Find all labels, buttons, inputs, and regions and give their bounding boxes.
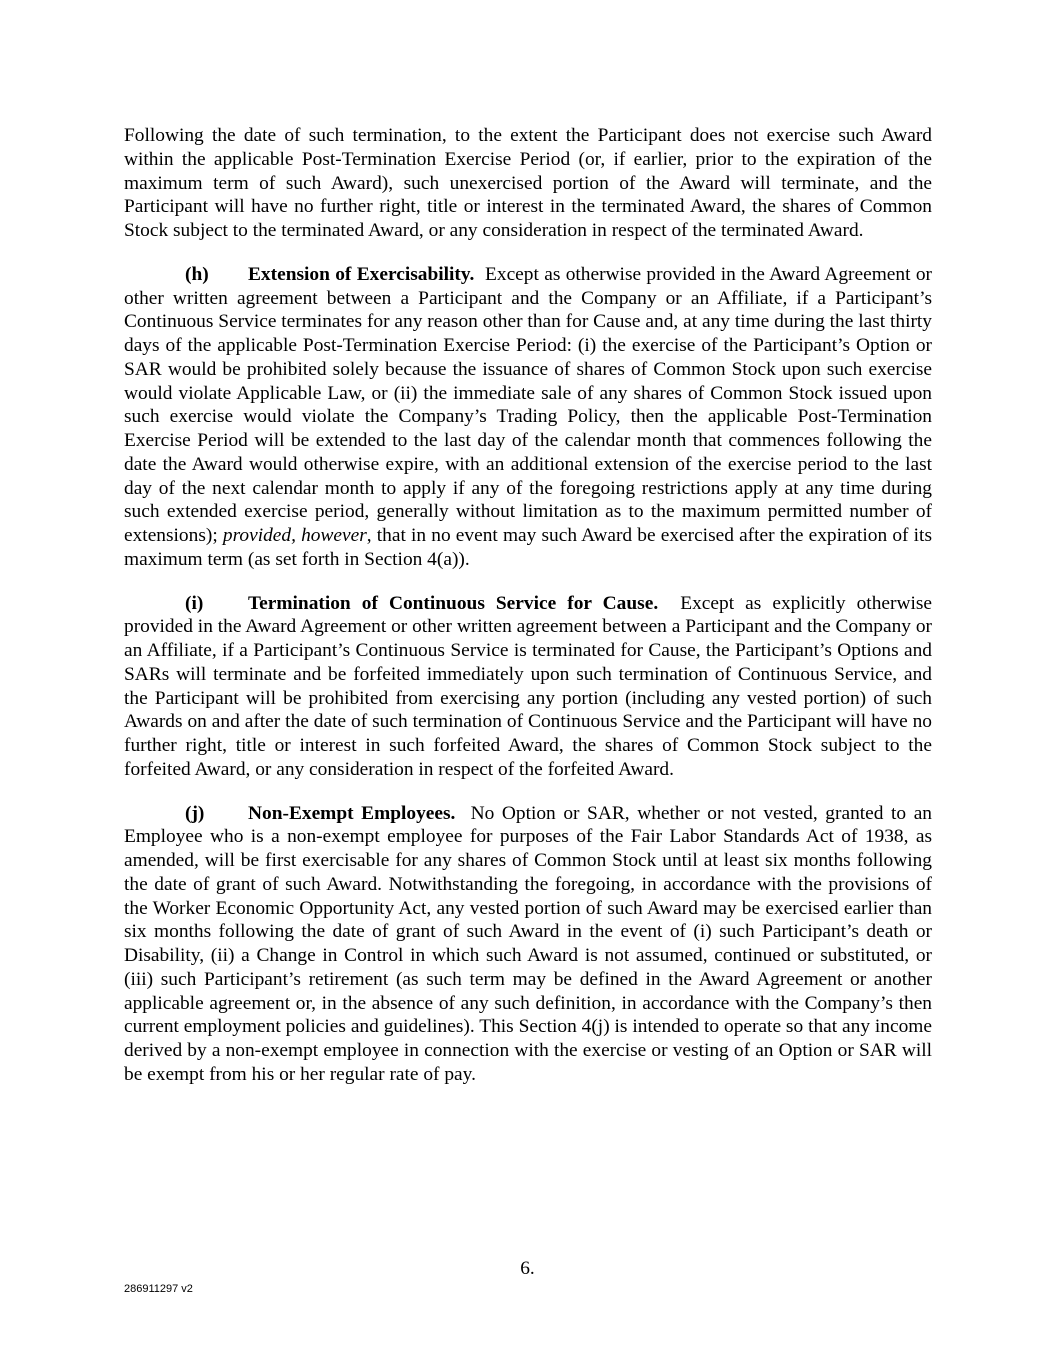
section-j-heading: Non-Exempt Employees. (248, 802, 456, 824)
page-number: 6. (520, 1258, 535, 1279)
section-i-text: Except as explicitly otherwise provided in the Award Agreement or other written agreement between a Participant and the Company or an Affiliate, if a Participant’s Continuous Service is terminated for Cause, the Participant’s Options and SARs will terminate and be forfeited immediately upon such termination of Continuous Service, and the Participant will be prohibited from exercising any portion (including any vested portion) of such Awards on and after the date of such termination of Continuous Service and the Participant will have no further right, title or interest in such forfeited Award, the shares of Common Stock subject to the forfeited Award, or any consideration in respect of the forfeited Award. (124, 592, 932, 780)
section-h-paragraph (124, 263, 932, 572)
section-j-text: No Option or SAR, whether or not vested, granted to an Employee who is a non-exempt employee for purposes of the Fair Labor Standards Act of 1938, as amended, will be first exercisable for any shares of Common Stock until at least six months following the date of grant of such Award. Notwithstanding the foregoing, in accordance with the provisions of the Worker Economic Opportunity Act, any vested portion of such Award may be exercised earlier than six months following the date of grant of such Award in the event of (i) such Participant’s death or Disability, (ii) a Change in Control in which such Award is not assumed, continued or substituted, or (iii) such Participant’s retirement (as such term may be defined in the Award Agreement or another applicable agreement or, in the absence of any such definition, in accordance with the Company’s then current employment policies and guidelines). This Section 4(j) is intended to operate so that any income derived by a non-exempt employee in connection with the exercise or vesting of an Option or SAR will be exempt from his or her regular rate of pay. (124, 802, 933, 1085)
section-h-text-end: , that in no event may such Award be exercised after the expiration of its maximum term (as set forth in Section 4(a)). (124, 525, 932, 570)
section-h-text: Except as otherwise provided in the Award Agreement or other written agreement between a Participant and the Company or an Affiliate, if a Participant’s Continuous Service terminates for any reason other than for Cause and, at any time during the last thirty days of the applicable Post-Termination Exercise Period: (i) the exercise of the Participant’s Option or SAR would be prohibited solely because the issuance of shares of Common Stock upon such exercise would violate Applicable Law, or (ii) the immediate sale of any shares of Common Stock issued upon such exercise would violate the Company’s Trading Policy, then the applicable Post-Termination Exercise Period will be extended to the last day of the calendar month that commences following the date the Award would otherwise expire, with an additional extension of the exercise period to the last day of the next calendar month to apply if any of the foregoing restrictions apply at any time during such extended exercise period, generally without limitation as to the maximum permitted number of extensions); (124, 263, 932, 546)
section-h-heading: Extension of Exercisability. (248, 263, 475, 285)
section-i-label: (i) (185, 592, 204, 614)
document-body (124, 124, 932, 1107)
section-j-label: (j) (185, 802, 205, 824)
section-j-paragraph (124, 802, 932, 1087)
section-i-paragraph (124, 592, 932, 782)
section-h-label: (h) (185, 263, 209, 285)
intro-paragraph: Following the date of such termination, to the extent the Participant does not exercise such Award within the applicable Post-Termination Exercise Period (or, if earlier, prior to the expiration of the maximum term of such Award), such unexercised portion of the Award will terminate, and the Participant will have no further right, title or interest in the terminated Award, the shares of Common Stock subject to the terminated Award, or any consideration in respect of the terminated Award. (124, 125, 932, 241)
section-i-heading: Termination of Continuous Service for Cause. (248, 592, 659, 614)
section-h-italic: provided, however (222, 525, 367, 546)
document-id: 286911297 v2 (124, 1283, 193, 1295)
